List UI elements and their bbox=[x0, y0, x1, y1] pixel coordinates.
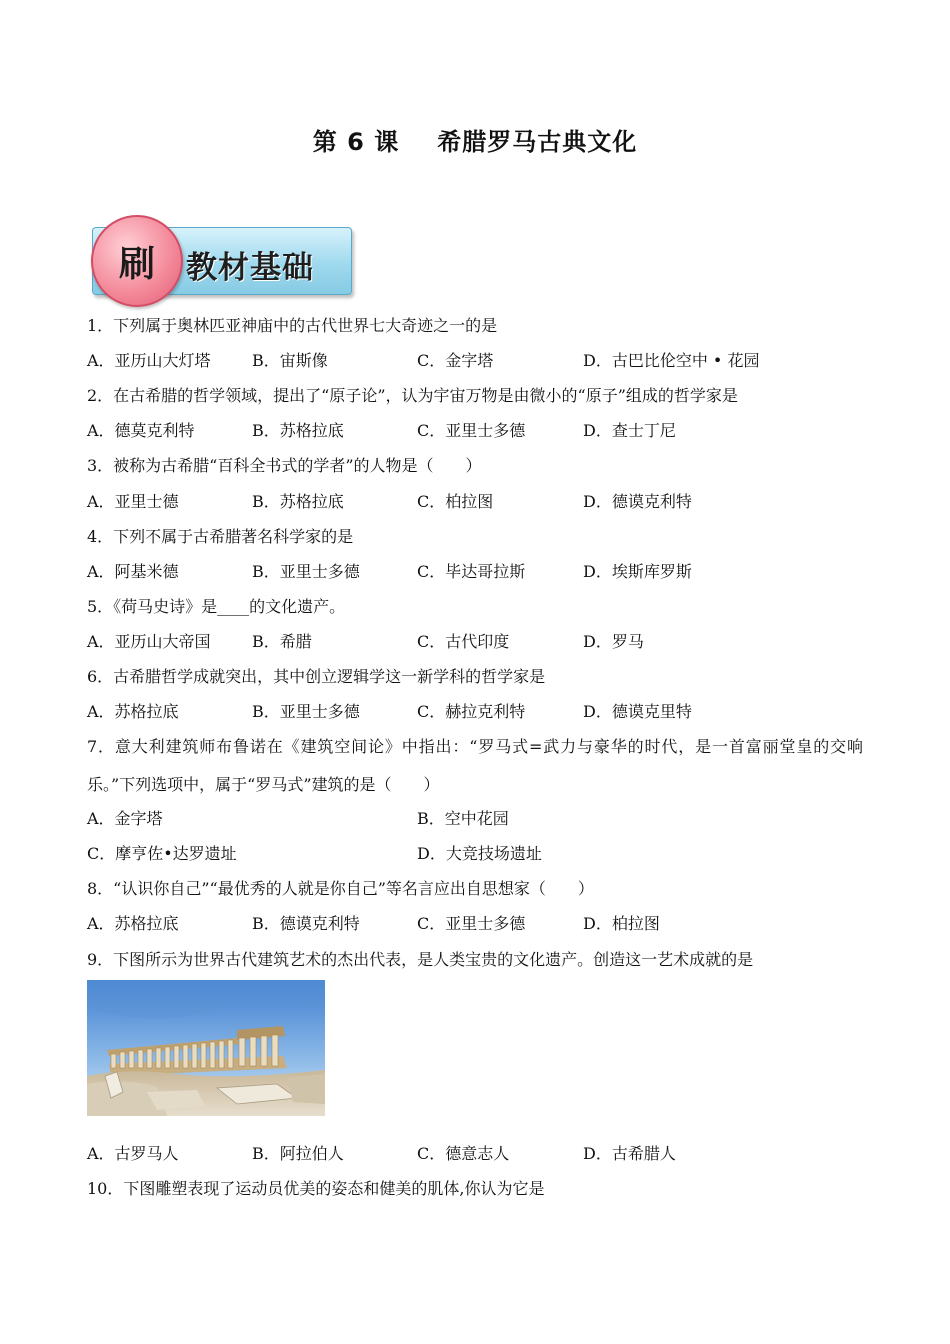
option-b: B．德谟克利特 bbox=[252, 914, 360, 933]
page-title bbox=[0, 122, 950, 157]
option-c: C．赫拉克利特 bbox=[417, 702, 526, 721]
banner-badge bbox=[91, 215, 183, 307]
question-options bbox=[87, 421, 867, 443]
question-stem: 8．“认识你自己”“最优秀的人就是你自己”等名言应出自思想家（ ） bbox=[87, 879, 594, 898]
banner-badge-char: 刷 bbox=[118, 243, 155, 285]
option-b: B．亚里士多德 bbox=[252, 562, 360, 581]
section-banner bbox=[90, 220, 352, 296]
question-stem: 9．下图所示为世界古代建筑艺术的杰出代表，是人类宝贵的文化遗产。创造这一艺术成就的是 bbox=[87, 950, 754, 969]
option-c: C．亚里士多德 bbox=[417, 914, 526, 933]
option-c: C．古代印度 bbox=[417, 632, 510, 651]
question-options bbox=[87, 809, 867, 831]
option-d: D．查士丁尼 bbox=[583, 421, 676, 440]
lesson-number: 第 6 课 bbox=[312, 128, 400, 156]
lesson-name: 希腊罗马古典文化 bbox=[437, 128, 638, 156]
option-d: D．罗马 bbox=[583, 632, 644, 651]
question-options bbox=[87, 351, 867, 373]
question-options bbox=[87, 914, 867, 936]
option-b: B．苏格拉底 bbox=[252, 492, 344, 511]
option-b: B．空中花园 bbox=[417, 809, 509, 828]
question-stem: 4．下列不属于古希腊著名科学家的是 bbox=[87, 527, 354, 546]
option-a: A．苏格拉底 bbox=[87, 914, 179, 933]
question-stem: 1．下列属于奥林匹亚神庙中的古代世界七大奇迹之一的是 bbox=[87, 316, 498, 335]
question-stem: 3．被称为古希腊“百科全书式的学者”的人物是（ ） bbox=[87, 456, 482, 475]
banner-label: 教材基础 bbox=[186, 250, 314, 286]
question-options bbox=[87, 844, 867, 866]
question-options bbox=[87, 562, 867, 584]
option-b: B．阿拉伯人 bbox=[252, 1144, 344, 1163]
question-stem: 5．《荷马史诗》是____的文化遗产。 bbox=[87, 597, 346, 616]
option-b: B．苏格拉底 bbox=[252, 421, 344, 440]
question-stem: 10．下图雕塑表现了运动员优美的姿态和健美的肌体,你认为它是 bbox=[87, 1179, 545, 1198]
question-stem: 6．古希腊哲学成就突出，其中创立逻辑学这一新学科的哲学家是 bbox=[87, 667, 546, 686]
option-d: D．古希腊人 bbox=[583, 1144, 676, 1163]
question-options bbox=[87, 492, 867, 514]
option-c: C．柏拉图 bbox=[417, 492, 494, 511]
option-c: C．金字塔 bbox=[417, 351, 494, 370]
option-a: A．亚历山大帝国 bbox=[87, 632, 211, 651]
parthenon-photo bbox=[87, 980, 325, 1116]
option-a: A．亚历山大灯塔 bbox=[87, 351, 211, 370]
question-stem: 2．在古希腊的哲学领域，提出了“原子论”，认为宇宙万物是由微小的“原子”组成的哲学家是 bbox=[87, 386, 738, 405]
question-options bbox=[87, 632, 867, 654]
option-c: C．毕达哥拉斯 bbox=[417, 562, 526, 581]
option-d: D．大竞技场遗址 bbox=[417, 844, 542, 863]
option-c: C．摩亨佐•达罗遗址 bbox=[87, 844, 237, 863]
option-c: C．亚里士多德 bbox=[417, 421, 526, 440]
question-options bbox=[87, 1144, 867, 1166]
option-d: D．德谟克利特 bbox=[583, 492, 692, 511]
option-a: A．亚里士德 bbox=[87, 492, 179, 511]
option-d: D．德谟克里特 bbox=[583, 702, 692, 721]
option-d: D．古巴比伦空中 • 花园 bbox=[583, 351, 760, 370]
option-a: A．苏格拉底 bbox=[87, 702, 179, 721]
option-a: A．古罗马人 bbox=[87, 1144, 179, 1163]
option-b: B．希腊 bbox=[252, 632, 312, 651]
question-stem: 7．意大利建筑师布鲁诺在《建筑空间论》中指出：“罗马式=武力与豪华的时代，是一首富丽堂皇的交响乐。”下列选项中，属于“罗马式”建筑的是（ ） bbox=[87, 737, 863, 794]
option-b: B．亚里士多德 bbox=[252, 702, 360, 721]
option-a: A．金字塔 bbox=[87, 809, 163, 828]
option-d: D．柏拉图 bbox=[583, 914, 660, 933]
option-c: C．德意志人 bbox=[417, 1144, 510, 1163]
option-a: A．阿基米德 bbox=[87, 562, 179, 581]
option-d: D．埃斯库罗斯 bbox=[583, 562, 692, 581]
option-b: B．宙斯像 bbox=[252, 351, 328, 370]
question-options bbox=[87, 702, 867, 724]
option-a: A．德莫克利特 bbox=[87, 421, 195, 440]
